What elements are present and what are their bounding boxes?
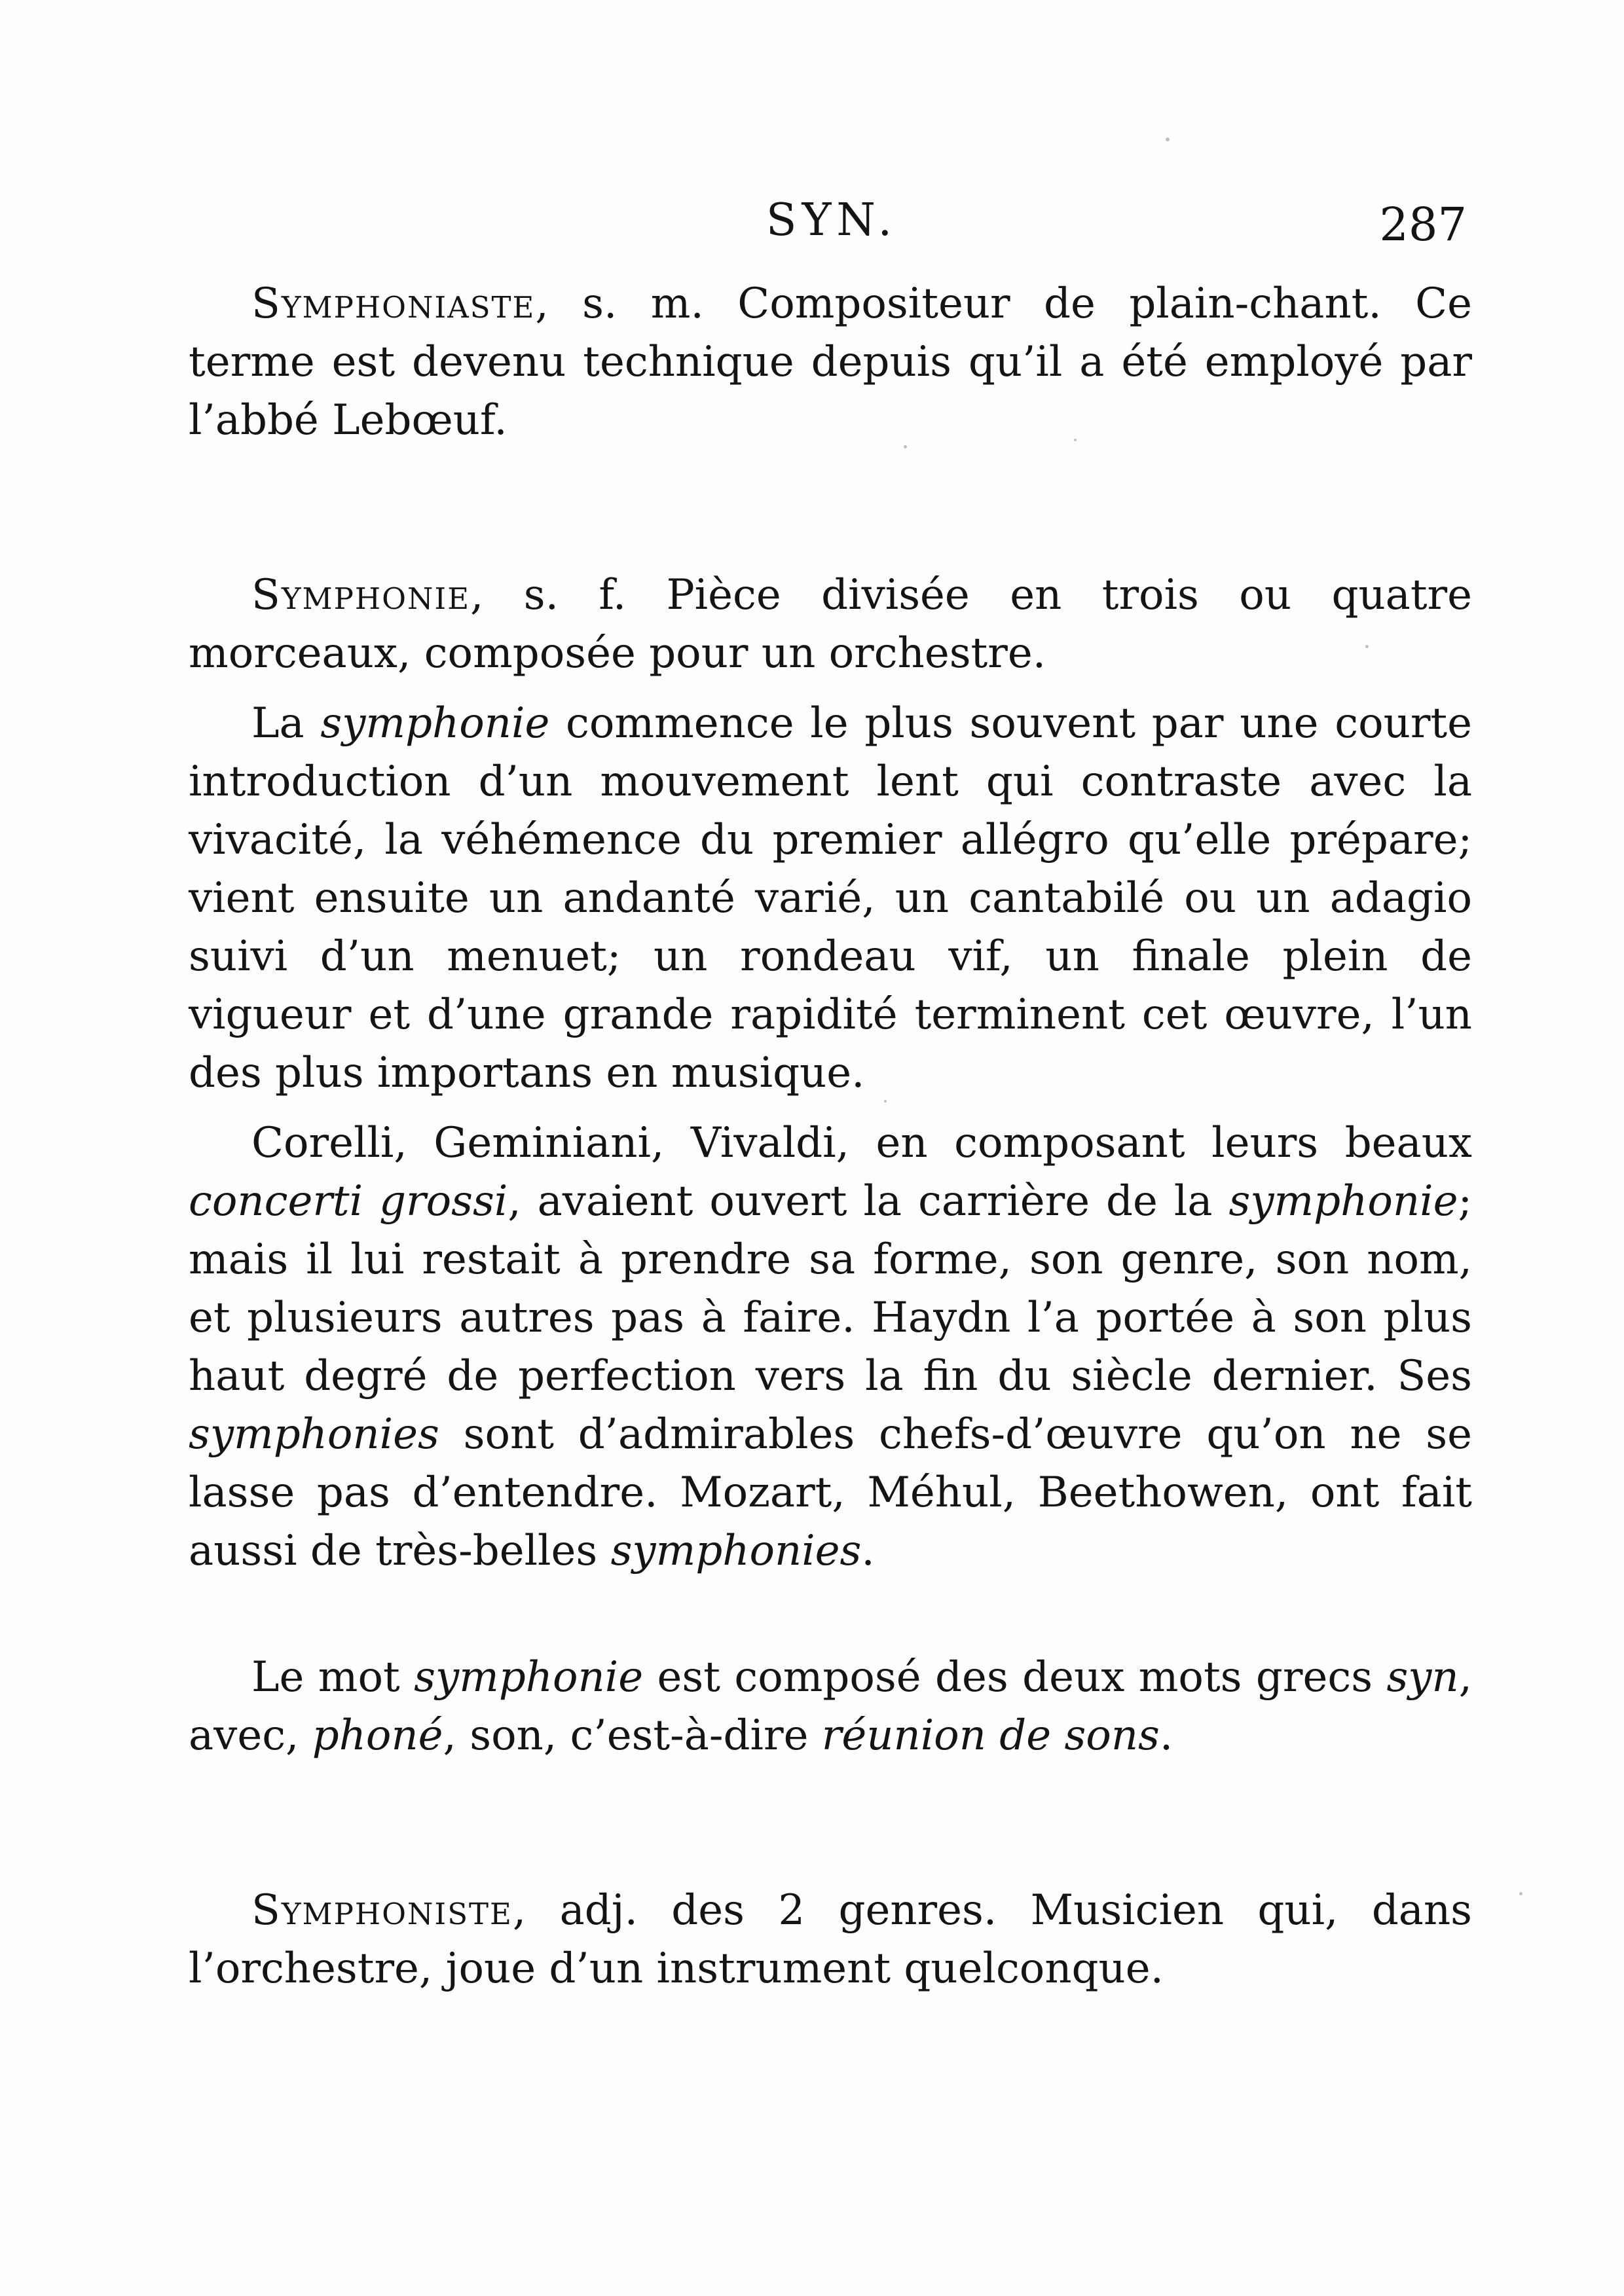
text-run: Le mot: [251, 1653, 415, 1702]
italic-term: symphonies: [610, 1527, 862, 1575]
running-head: [196, 191, 1467, 250]
text-run: sont d’admirables chefs-d’œuvre qu’on ne se lasse pas d’entendre. Mozart, Méhul, Beethowen, ont fait aussi de très-belles: [189, 1410, 1472, 1575]
italic-term: phoné: [312, 1711, 443, 1760]
text-run: , avec,: [189, 1653, 1473, 1760]
text-run: .: [1159, 1711, 1173, 1760]
definition: , adj. des 2 genres. Musicien qui, dans l’orchestre, joue d’un instrument quelconque.: [189, 1886, 1472, 1993]
paragraph: [189, 1114, 1472, 1580]
italic-term: symphonie: [414, 1653, 644, 1702]
text-run: La: [251, 699, 321, 748]
italic-term: concerti grossi: [189, 1177, 508, 1226]
paper-speck: [1074, 439, 1077, 441]
italic-term: symphonie: [1228, 1177, 1458, 1226]
entry-symphoniaste: [189, 275, 1472, 450]
paper-speck: [1519, 1892, 1522, 1895]
italic-term: syn: [1386, 1653, 1459, 1702]
text-run: Corelli, Geminiani, Vivaldi, en composant leurs beaux: [251, 1119, 1472, 1167]
headword: Symphoniste: [251, 1886, 513, 1935]
paper-speck: [1365, 645, 1369, 648]
paragraph: [189, 695, 1472, 1102]
entry-symphonie: [189, 566, 1472, 683]
text-block: [189, 275, 1472, 1998]
definition: , s. f. Pièce divisée en trois ou quatre morceaux, composée pour un orchestre.: [189, 571, 1472, 678]
italic-term: symphonies: [189, 1410, 439, 1459]
italic-term: réunion de sons: [821, 1711, 1160, 1760]
headword: Symphoniaste: [251, 280, 536, 328]
italic-term: symphonie: [320, 699, 550, 748]
paper-speck: [884, 1100, 887, 1102]
paper-speck: [1166, 137, 1170, 141]
paragraph: [189, 1649, 1472, 1765]
running-title: SYN.: [766, 194, 898, 246]
text-run: , son, c’est-à-dire: [443, 1711, 822, 1760]
entry-symphoniste: [189, 1882, 1472, 1998]
text-run: .: [861, 1527, 875, 1575]
text-run: commence le plus souvent par une courte introduction d’un mouvement lent qui contraste avec la vivacité, la véhémence du premier allégro qu’elle prépare; vient ensuite un andanté varié, un cantabilé ou un adagio suivi d’un menuet; un rondeau vif, un finale plein de vigueur et d’une grande rapidité terminent cet œuvre, l’un des plus importans en musique.: [189, 699, 1473, 1097]
definition: , s. m. Compositeur de plain-chant. Ce terme est devenu technique depuis qu’il a été employé par l’abbé Lebœuf.: [189, 280, 1472, 445]
text-run: est composé des deux mots grecs: [643, 1653, 1387, 1702]
paper-speck: [904, 445, 907, 448]
headword: Symphonie: [251, 571, 471, 619]
text-run: ; mais il lui restait à prendre sa forme, son genre, son nom, et plusieurs autres pas à faire. Haydn l’a portée à son plus haut degré de perfection vers la fin du siècle dernier. Ses: [189, 1177, 1473, 1400]
page-number: 287: [1379, 198, 1467, 251]
text-run: , avaient ouvert la carrière de la: [507, 1177, 1229, 1226]
